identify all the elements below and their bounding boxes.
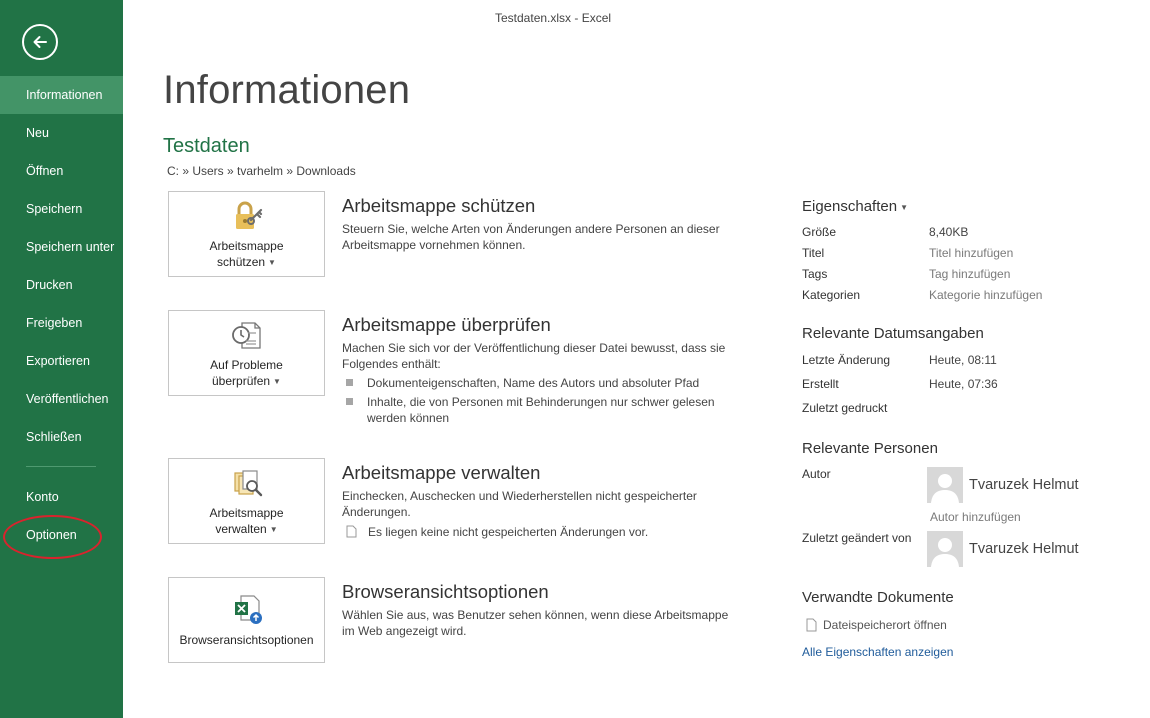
author-person[interactable] bbox=[927, 467, 1079, 503]
prop-title-input[interactable]: Titel hinzufügen bbox=[929, 246, 1014, 260]
modified-by-label: Zuletzt geändert von bbox=[802, 531, 912, 545]
modified-by-person[interactable] bbox=[927, 531, 1079, 567]
document-small-icon bbox=[806, 618, 817, 632]
last-printed-label: Zuletzt gedruckt bbox=[802, 401, 888, 415]
document-small-icon bbox=[346, 525, 357, 538]
lock-key-icon bbox=[229, 198, 265, 234]
nav-exportieren[interactable]: Exportieren bbox=[26, 354, 90, 368]
manage-workbook-icon bbox=[229, 465, 265, 501]
last-modified-value: Heute, 08:11 bbox=[929, 353, 997, 367]
open-file-location-link[interactable]: Dateispeicherort öffnen bbox=[806, 618, 947, 632]
browser-view-description: Wählen Sie aus, was Benutzer sehen können, wenn diese Arbeitsmappe im Web angezeigt wird. bbox=[342, 608, 729, 638]
author-name: Tvaruzek Helmut bbox=[969, 477, 1079, 493]
nav-freigeben[interactable]: Freigeben bbox=[26, 316, 83, 330]
nav-veroeffentlichen[interactable]: Veröffentlichen bbox=[26, 392, 109, 406]
browser-view-options-button[interactable] bbox=[168, 577, 325, 663]
protect-workbook-button[interactable] bbox=[168, 191, 325, 277]
inspect-title: Arbeitsmappe überprüfen bbox=[342, 314, 551, 335]
created-value: Heute, 07:36 bbox=[929, 377, 998, 391]
nav-speichern[interactable]: Speichern bbox=[26, 202, 83, 216]
prop-tags-input[interactable]: Tag hinzufügen bbox=[929, 267, 1011, 281]
protect-button-label: Arbeitsmappe schützen ▼ bbox=[209, 238, 284, 269]
browser-view-icon bbox=[229, 592, 265, 628]
back-button[interactable] bbox=[22, 24, 58, 60]
prop-categories-label: Kategorien bbox=[802, 288, 861, 302]
prop-categories-input[interactable]: Kategorie hinzufügen bbox=[929, 288, 1043, 302]
dropdown-caret-icon: ▼ bbox=[900, 203, 908, 212]
bullet-square-icon bbox=[346, 379, 353, 386]
document-path[interactable]: C: » Users » tvarhelm » Downloads bbox=[167, 164, 356, 178]
inspect-bullet: Dokumenteigenschaften, Name des Autors und absoluter Pfad bbox=[346, 375, 726, 391]
people-heading: Relevante Personen bbox=[802, 440, 938, 457]
manage-title: Arbeitsmappe verwalten bbox=[342, 462, 541, 483]
dropdown-caret-icon: ▼ bbox=[268, 257, 276, 267]
document-name: Testdaten bbox=[163, 135, 250, 157]
avatar bbox=[927, 531, 963, 567]
nav-optionen[interactable]: Optionen bbox=[26, 528, 77, 542]
show-all-properties-link[interactable]: Alle Eigenschaften anzeigen bbox=[802, 645, 954, 659]
nav-divider bbox=[26, 466, 96, 467]
dates-heading: Relevante Datumsangaben bbox=[802, 325, 984, 342]
window-title: Testdaten.xlsx - Excel bbox=[495, 11, 612, 25]
nav-drucken[interactable]: Drucken bbox=[26, 278, 73, 292]
browser-view-title: Browseransichtsoptionen bbox=[342, 581, 549, 602]
nav-speichern-unter[interactable]: Speichern unter bbox=[26, 240, 115, 254]
modified-by-name: Tvaruzek Helmut bbox=[969, 541, 1079, 557]
dropdown-caret-icon: ▼ bbox=[273, 376, 281, 386]
manage-description: Einchecken, Auschecken und Wiederherstellen nicht gespeicherter Änderungen. bbox=[342, 489, 697, 519]
nav-informationen[interactable]: Informationen bbox=[0, 76, 123, 114]
backstage-sidebar bbox=[0, 0, 123, 718]
nav-schliessen[interactable]: Schließen bbox=[26, 430, 82, 444]
created-label: Erstellt bbox=[802, 377, 839, 391]
avatar bbox=[927, 467, 963, 503]
nav-konto[interactable]: Konto bbox=[26, 490, 59, 504]
prop-title-label: Titel bbox=[802, 246, 825, 260]
manage-note: Es liegen keine nicht gespeicherten Änderungen vor. bbox=[346, 524, 726, 540]
dropdown-caret-icon: ▼ bbox=[269, 524, 278, 534]
manage-workbook-button[interactable] bbox=[168, 458, 325, 544]
author-label: Autor bbox=[802, 467, 831, 481]
protect-title: Arbeitsmappe schützen bbox=[342, 195, 536, 216]
inspect-document-icon bbox=[229, 317, 265, 353]
inspect-bullet: Inhalte, die von Personen mit Behinderungen nur schwer gelesen werden können bbox=[346, 394, 726, 426]
prop-tags-label: Tags bbox=[802, 267, 828, 281]
back-arrow-icon bbox=[30, 32, 50, 52]
add-author-input[interactable]: Autor hinzufügen bbox=[930, 510, 1021, 524]
prop-size-label: Größe bbox=[802, 225, 837, 239]
check-issues-label: Auf Probleme überprüfen ▼ bbox=[210, 357, 283, 388]
properties-dropdown[interactable]: Eigenschaften ▼ bbox=[802, 198, 908, 215]
person-silhouette-icon bbox=[927, 467, 963, 503]
manage-button-label: Arbeitsmappe verwalten ▼ bbox=[209, 505, 284, 536]
inspect-description: Machen Sie sich vor der Veröffentlichung dieser Datei bewusst, dass sie Folgendes enthält: bbox=[342, 341, 726, 371]
page-title: Informationen bbox=[163, 68, 411, 112]
person-silhouette-icon bbox=[927, 531, 963, 567]
nav-oeffnen[interactable]: Öffnen bbox=[26, 164, 64, 178]
related-docs-heading: Verwandte Dokumente bbox=[802, 589, 954, 606]
bullet-square-icon bbox=[346, 398, 353, 405]
protect-description: Steuern Sie, welche Arten von Änderungen andere Personen an dieser Arbeitsmappe vornehmen können. bbox=[342, 222, 720, 252]
prop-size-value: 8,40KB bbox=[929, 225, 969, 239]
check-issues-button[interactable] bbox=[168, 310, 325, 396]
nav-neu[interactable]: Neu bbox=[26, 126, 49, 140]
browser-view-label: Browseransichtsoptionen bbox=[179, 633, 314, 647]
last-modified-label: Letzte Änderung bbox=[802, 353, 891, 367]
